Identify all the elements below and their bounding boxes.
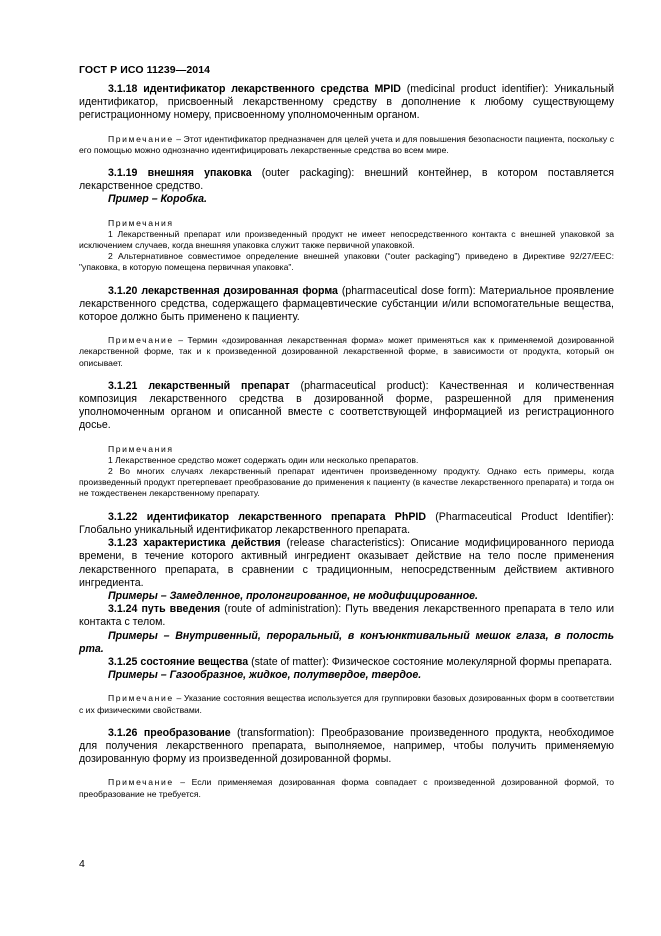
term-3-1-19 <box>79 167 614 193</box>
term-title: лекарственная дозированная форма <box>141 284 338 297</box>
note-label: Примечание <box>108 335 174 346</box>
term-number: 3.1.22 <box>108 510 138 523</box>
term-number: 3.1.18 <box>108 83 138 95</box>
term-title: состояние вещества <box>140 655 249 668</box>
document-body <box>79 83 614 800</box>
example-3-1-19: Пример – Коробка. <box>108 193 207 206</box>
term-3-1-18 <box>79 83 614 123</box>
term-number: 3.1.19 <box>108 167 138 180</box>
note-label: Примечание <box>108 133 174 144</box>
term-definition: (state of matter): Физическое состояние молекулярной формы препарата. <box>248 655 613 668</box>
term-3-1-20 <box>79 285 614 325</box>
term-definition: (release characteristics): Описание модифицированного периода времени, в течение которого активный ингредиент оказывает действие на тело после применения лекарственного препарата, в сравнении с традиционным, непосредственным действием активного ингредиента. <box>79 537 614 589</box>
note-2-3-1-21: 2 Во многих случаях лекарственный препарат идентичен произведенному продукту. Однако есть примеры, когда произведенный продукт претерпевает преобразование до применения к пациенту (в качестве лекарственного препарата) и тогда он не тождественен лекарственному препарату. <box>79 466 614 499</box>
term-number: 3.1.26 <box>108 726 138 739</box>
note-3-1-26 <box>79 777 614 799</box>
note-text: – Термин «дозированная лекарственная форма» может применяться как к применяемой дозированной лекарственной форме, так и к произведенной дозированной лекарственной форме, в зависимости от продукта, который он описывает. <box>79 335 614 368</box>
example-3-1-25: Примеры – Газообразное, жидкое, полутвердое, твердое. <box>108 669 422 682</box>
term-3-1-25 <box>79 656 614 669</box>
note-2-3-1-19: 2 Альтернативное совместимое определение внешней упаковки (“outer packaging”) приведено в Директиве 92/27/EEC: "упаковка, в которую помещена первичная упаковка". <box>79 251 614 273</box>
notes-label-3-1-19: Примечания <box>108 217 174 228</box>
term-3-1-22 <box>79 511 614 537</box>
term-number: 3.1.23 <box>108 537 138 550</box>
term-title: характеристика действия <box>143 537 281 550</box>
term-3-1-21 <box>79 380 614 433</box>
term-title: идентификатор лекарственного средства MPID <box>143 83 401 95</box>
note-1-3-1-19: 1 Лекарственный препарат или произведенный продукт не имеет непосредственного контакта с внешней упаковкой за исключением случаев, когда внешняя упаковка служит также первичной упаковкой. <box>79 228 614 251</box>
page-number: 4 <box>79 858 85 870</box>
term-title: идентификатор лекарственного препарата PhPID <box>146 510 426 523</box>
term-number: 3.1.20 <box>108 284 138 297</box>
term-3-1-24 <box>79 603 614 629</box>
note-text: – Если применяемая дозированная форма совпадает с произведенной дозированной формой, то преобразование не требуется. <box>79 777 614 799</box>
term-definition: (pharmaceutical product): Качественная и количественная композиция лекарственного средства в дозированной форме, разрешенной для применения уполномоченным органом и описанной вместе с соответствующей информацией из регистрационного досье. <box>79 379 614 432</box>
term-title: внешняя упаковка <box>147 167 252 180</box>
document-header: ГОСТ Р ИСО 11239—2014 <box>79 64 211 76</box>
term-3-1-26 <box>79 727 614 767</box>
term-definition: (Pharmaceutical Product Identifier): Глобально уникальный идентификатор лекарственного препарата. <box>79 510 614 536</box>
term-definition: (outer packaging): внешний контейнер, в котором поставляется лекарственное средство. <box>79 167 614 193</box>
term-number: 3.1.21 <box>108 379 138 392</box>
note-3-1-25 <box>79 693 614 715</box>
note-text: – Этот идентификатор предназначен для целей учета и для повышения безопасности пациента, поскольку с его помощью можно однозначно идентифицировать лекарственные средства во всем мире. <box>79 133 614 155</box>
note-3-1-20 <box>79 335 614 369</box>
notes-label-3-1-21: Примечания <box>108 443 174 454</box>
note-1-3-1-21: 1 Лекарственное средство может содержать один или несколько препаратов. <box>108 454 419 465</box>
term-number: 3.1.25 <box>108 655 138 668</box>
term-definition: (route of administration): Путь введения лекарственного препарата в тело или контакта с телом. <box>79 603 614 629</box>
example-3-1-24: Примеры – Внутривенный, пероральный, в конъюнктивальный мешок глаза, в полость рта. <box>79 629 614 655</box>
term-definition: (pharmaceutical dose form): Материальное проявление лекарственного средства, содержащего фармацевтические субстанции и/или вспомогательные вещества, которое должно быть применено к пациенту. <box>79 284 614 324</box>
note-text: – Указание состояния вещества используется для группировки базовых дозированных форм в соответствии с их физическими свойствами. <box>79 693 614 715</box>
term-title: преобразование <box>143 726 231 739</box>
note-3-1-18 <box>79 134 614 156</box>
term-title: путь введения <box>141 603 221 616</box>
term-title: лекарственный препарат <box>148 379 290 392</box>
example-3-1-23: Примеры – Замедленное, пролонгированное, не модифицированное. <box>108 589 478 602</box>
note-label: Примечание <box>108 777 174 788</box>
note-label: Примечание <box>108 693 174 704</box>
term-definition: (transformation): Преобразование произведенного продукта, необходимое для получения лекарственного препарата, выполняемое, например, чтобы получить применяемую дозированную форму из произведенной дозированной формы. <box>79 726 614 766</box>
term-definition: (medicinal product identifier): Уникальный идентификатор, присвоенный лекарственному средству в дополнение к любому существующему регистрационному номеру, присвоенному уполномоченным органом. <box>79 83 615 122</box>
term-number: 3.1.24 <box>108 603 138 616</box>
term-3-1-23 <box>79 537 614 590</box>
